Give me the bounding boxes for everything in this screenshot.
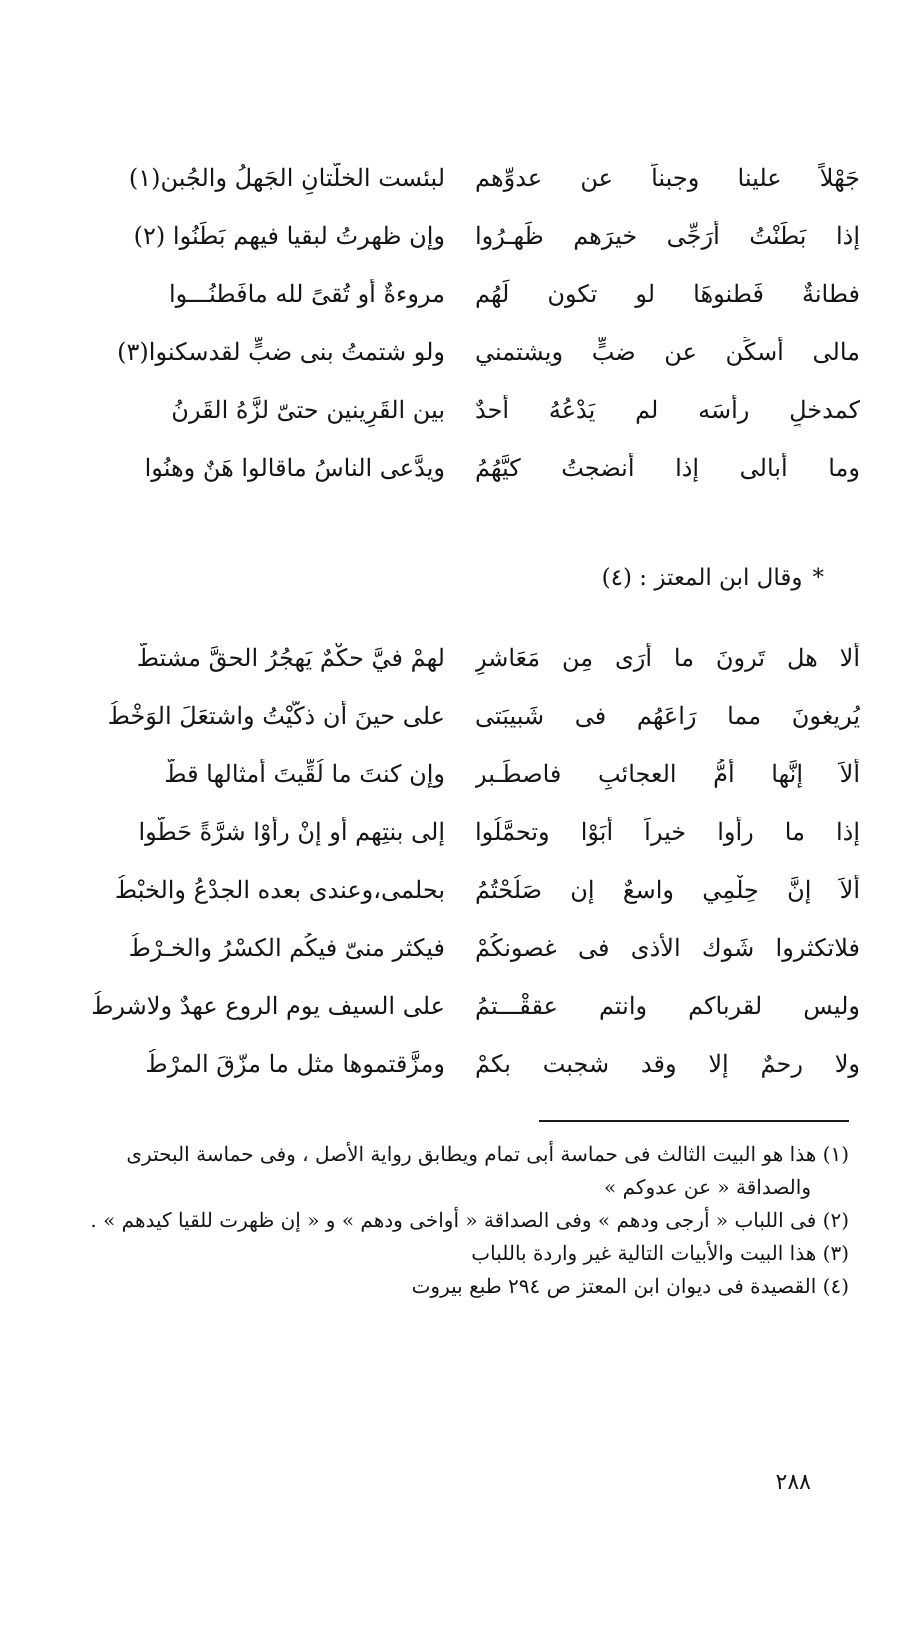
first-hemistich: إذا ما رأوا خيراً أبَوْا وتحمَّلُوا: [475, 818, 860, 847]
second-hemistich: بين القَرِينين حتىّ لزَّهُ القَرنُ: [171, 396, 445, 425]
first-hemistich: جَهْلاً علينا وجبناً عن عدوِّهم: [475, 164, 860, 193]
second-hemistich: على السيف يوم الروع عهدٌ ولاشرطُ: [91, 992, 445, 1021]
verse-line: [60, 688, 860, 746]
verse-line: [60, 630, 860, 688]
first-hemistich: مالى أُسكِّن عن ضبٍّ ويشتمني: [475, 338, 860, 367]
second-hemistich: ويدَّعى الناسُ ماقالوا هَنٌ وهنُوا: [144, 454, 445, 483]
first-hemistich: ألا هل تَرونَ ما أرَى مِن مَعَاشرٍ: [475, 644, 860, 673]
second-hemistich: لبئست الخلّتانِ الجَهلُ والجُبن(١): [128, 164, 445, 193]
second-hemistich: مروءةٌ أو تُقىً لله مافَطنُـــوا: [169, 280, 445, 309]
first-hemistich: إذا بَطَنْتُ أُرَجِّى خيرَهم ظَهـرُوا: [475, 222, 860, 251]
first-hemistich: ألاَ إنَّها أمُّ العجائبِ فاصطَـبر: [475, 760, 860, 789]
footnote: (٣) هذا البيت والأبيات التالية غير واردة باللباب: [471, 1241, 849, 1265]
poem-1: [60, 150, 860, 498]
first-hemistich: يُريغونَ مما رَاعَهُم فى شَبيبَتى: [475, 702, 860, 731]
verse-line: [60, 150, 860, 208]
first-hemistich: ألاَ إنَّ حِلْمِي واسعٌ إن صَلُحْتُمُ: [475, 876, 860, 905]
first-hemistich: كمدخلٍ رأسَه لم يَدْعُهُ أحدٌ: [475, 396, 860, 425]
verse-line: [60, 382, 860, 440]
poem-2: [60, 630, 860, 1094]
verse-line: [60, 208, 860, 266]
second-hemistich: ولو شتمتُ بنى ضبٍّ لقدسكنوا(٣): [117, 338, 445, 367]
verse-line: [60, 1036, 860, 1094]
second-hemistich: فيكثر منىّ فيكُم الكسْرُ والخـرْطُ: [128, 934, 445, 963]
verse-line: [60, 978, 860, 1036]
poem-attribution: [602, 565, 824, 591]
footnote: (١) هذا هو البيت الثالث فى حماسة أبى تمام ويطابق رواية الأصل ، وفى حماسة البحترى والصداقة « عن عدوكم »: [126, 1142, 849, 1199]
page-number: ٢٨٨: [775, 1470, 811, 1495]
second-hemistich: لهمْ فيَّ حكْمٌ يَهجُرُ الحقَّ مشتطٌّ: [136, 644, 445, 673]
second-hemistich: وإن كنتَ ما لُقِّيتَ أمثالها قطٌّ: [164, 760, 445, 789]
first-hemistich: فطانةٌ فَطنوهَا لو تكون لَهُم: [475, 280, 860, 309]
second-hemistich: ومزَّقتموها مثل ما مزّقَ المرْطُ: [145, 1050, 445, 1079]
attribution-text: وقال ابن المعتز : (٤): [601, 565, 803, 591]
first-hemistich: وما أُبالى إذا أنضجتُ كيَّهُمُ: [475, 454, 860, 483]
first-hemistich: ولا رحمٌ إلا وقد شجبت بكمْ: [475, 1050, 860, 1079]
first-hemistich: وليس لقرباكم وانتم عققْـــتمُ: [475, 992, 860, 1021]
verse-line: [60, 862, 860, 920]
footnote: (٢) فى اللباب « أرجى ودهم » وفى الصداقة « أواخى ودهم » و « إن ظهرت للقيا كيدهم » .: [90, 1208, 849, 1232]
verse-line: [60, 804, 860, 862]
verse-line: [60, 440, 860, 498]
footnote-divider: [539, 1120, 849, 1122]
footnote: (٤) القصيدة فى ديوان ابن المعتز ص ٢٩٤ طبع بيروت: [411, 1274, 849, 1298]
verse-line: [60, 266, 860, 324]
second-hemistich: بحلمى،وعندى بعده الجدْعُ والخبْطُ: [114, 876, 445, 905]
second-hemistich: وإن ظهرتُ لبقيا فيهم بَطَنُوا (٢): [133, 222, 445, 251]
first-hemistich: فلاتكثروا شَوك الأذى فى غصونكُمْ: [475, 934, 860, 963]
verse-line: [60, 746, 860, 804]
second-hemistich: على حينَ أن ذكَّيْتُ واشتعَلَ الوَخْطُ: [107, 702, 445, 731]
attribution-star: *: [812, 565, 824, 591]
verse-line: [60, 324, 860, 382]
second-hemistich: إلى بنتِهم أو إنْ رأوْا شرَّةً حَطُّوا: [138, 818, 445, 847]
verse-line: [60, 920, 860, 978]
footnotes: [49, 1138, 849, 1303]
